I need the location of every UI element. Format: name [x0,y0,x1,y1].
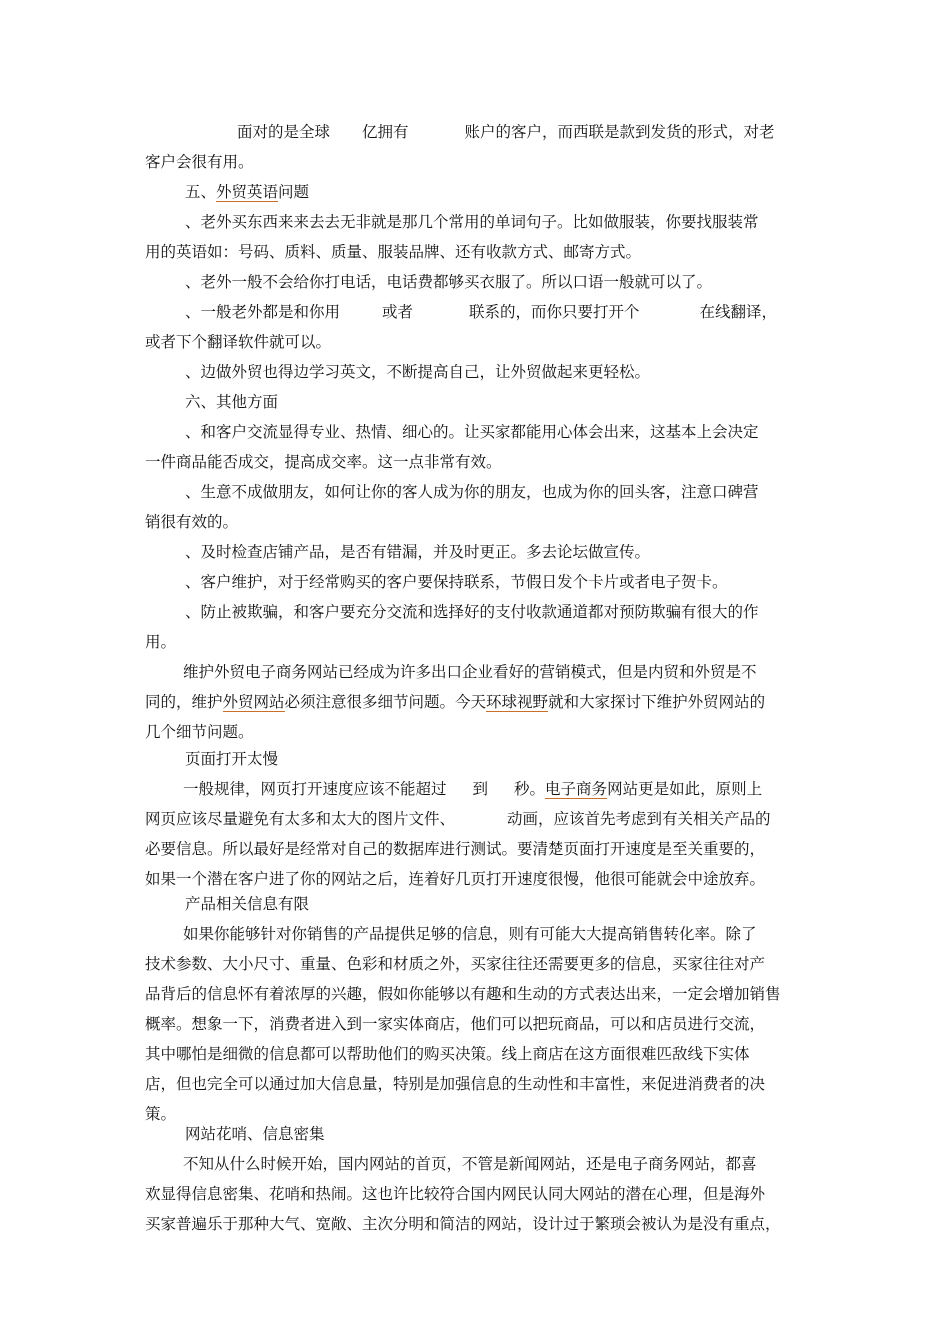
text-fragment: 、边做外贸也得边学习英文，不断提高自己，让外贸做起来更轻松。 [185,363,651,381]
paragraph-english-1 [145,207,805,267]
text-line [145,417,805,447]
text-line: 几个细节问题。 [145,723,254,741]
text-line [145,567,805,597]
text-line: 技术参数、大小尺寸、重量、色彩和材质之外，买家往往还需要更多的信息，买家往往对产 [145,955,766,973]
text-fragment: 到 [472,780,489,798]
text-fragment: 、和客户交流显得专业、热情、细心的。让买家都能用心体会出来，这基本上会决定 [185,423,759,441]
text-fragment: 必须注意很多细节问题。今天 [284,693,487,711]
text-fragment: 、一般老外都是和你用 [185,303,341,321]
paragraph-product-info [145,919,805,1129]
text-fragment: 联系的，而你只要打开个 [469,303,640,321]
text-line: 必要信息。所以最好是经常对自己的数据库进行测试。要清楚页面打开速度是至关重要的， [145,840,766,858]
paragraph-slow-pages [145,774,805,894]
text-line [145,1149,805,1179]
text-fragment: 、及时检查店铺产品，是否有错漏，并及时更正。多去论坛做宣传。 [185,543,651,561]
text-fragment: 、老外买东西来来去去无非就是那几个常用的单词句子。比如做服装，你要找服装常 [185,213,759,231]
text-fragment: 、老外一般不会给你打电话，电话费都够买衣服了。所以口语一般就可以了。 [185,273,713,291]
text-line: 用。 [145,633,177,651]
subheading-flashy-site: 网站花哨、信息密集 [185,1125,325,1143]
section-heading-english [185,177,309,207]
heading-suffix: 问题 [278,183,310,201]
text-line: 品背后的信息怀有着浓厚的兴趣，假如你能够以有趣和生动的方式表达出来，一定会增加销售 [145,985,781,1003]
text-line: 或者下个翻译软件就可以。 [145,333,332,351]
text-line: 销很有效的。 [145,513,239,531]
paragraph-other-1 [145,417,805,477]
text-line: 如果一个潜在客户进了你的网站之后，连着好几页打开速度很慢，他很可能就会中途放弃。 [145,870,766,888]
subheading-product-info: 产品相关信息有限 [185,895,310,913]
paragraph-flashy-site [145,1149,805,1239]
text-line [145,597,805,627]
underlined-term: 电子商务 [545,780,608,798]
paragraph-other-3 [145,537,805,567]
paragraph-western-union [145,117,805,177]
text-fragment: 维护外贸电子商务网站已经成为许多出口企业看好的营销模式，但是内贸和外贸是不 [183,663,757,681]
text-fragment: 就和大家探讨下维护外贸网站的 [548,693,766,711]
text-line: 欢显得信息密集、花哨和热闹。这也许比较符合国内网民认同大网站的潜在心理，但是海外 [145,1185,766,1203]
text-line [145,687,805,717]
underlined-term: 环球视野 [486,693,549,711]
underlined-term: 外贸英语 [216,183,279,201]
text-line: 客户会很有用。 [145,153,254,171]
text-fragment: 同的，维护 [145,693,223,711]
text-line [145,207,805,237]
text-line: 概率。想象一下，消费者进入到一家实体商店，他们可以把玩商品，可以和店员进行交流， [145,1015,766,1033]
text-line: 买家普遍乐于那种大气、宽敞、主次分明和简洁的网站，设计过于繁琐会被认为是没有重点， [145,1215,781,1233]
text-fragment: 秒。 [514,780,546,798]
text-fragment: 如果你能够针对你销售的产品提供足够的信息，则有可能大大提高销售转化率。除了 [183,925,757,943]
text-fragment: 、生意不成做朋友，如何让你的客人成为你的朋友，也成为你的回头客，注意口碑营 [185,483,759,501]
paragraph-english-2 [145,267,805,297]
subheading-slow-pages: 页面打开太慢 [185,750,279,768]
text-fragment: 一般规律，网页打开速度应该不能超过 [183,780,447,798]
text-line [145,919,805,949]
text-fragment: 或者 [382,303,414,321]
text-line [145,477,805,507]
text-line [145,804,805,834]
heading-prefix: 五、 [185,183,217,201]
text-fragment: 网站更是如此，原则上 [607,780,763,798]
text-fragment: 亿拥有 [362,123,409,141]
text-line: 用的英语如：号码、质料、质量、服装品牌、还有收款方式、邮寄方式。 [145,243,642,261]
text-fragment: 网页应该尽量避免有太多和太大的图片文件、 [145,810,456,828]
text-line [145,357,805,387]
text-line [145,657,805,687]
text-line [145,774,805,804]
text-line: 店，但也完全可以通过加大信息量，特别是加强信息的生动性和丰富性，来促进消费者的决 [145,1075,766,1093]
underlined-term: 外贸网站 [222,693,285,711]
text-fragment: 、客户维护，对于经常购买的客户要保持联系，节假日发个卡片或者电子贺卡。 [185,573,728,591]
paragraph-english-3 [145,297,805,357]
text-fragment: 、防止被欺骗，和客户要充分交流和选择好的支付收款通道都对预防欺骗有很大的作 [185,603,759,621]
text-line: 策。 [145,1105,177,1123]
text-line: 其中哪怕是细微的信息都可以帮助他们的购买决策。线上商店在这方面很难匹敌线下实体 [145,1045,750,1063]
paragraph-other-2 [145,477,805,537]
text-line [145,267,805,297]
text-fragment: 账户的客户，而西联是款到发货的形式，对老 [464,123,775,141]
text-fragment: 不知从什么时候开始，国内网站的首页，不管是新闻网站，还是电子商务网站，都喜 [183,1155,757,1173]
section-heading-other: 六、其他方面 [185,393,279,411]
text-fragment: 动画，应该首先考虑到有关相关产品的 [507,810,771,828]
paragraph-site-maintenance [145,657,805,747]
text-line [145,297,805,327]
paragraph-other-4 [145,567,805,597]
text-line [145,537,805,567]
text-line: 一件商品能否成交，提高成交率。这一点非常有效。 [145,453,502,471]
text-fragment: 面对的是全球 [237,123,331,141]
paragraph-other-5 [145,597,805,657]
paragraph-english-4 [145,357,805,387]
text-line [145,117,805,147]
text-fragment: 在线翻译， [699,303,778,321]
